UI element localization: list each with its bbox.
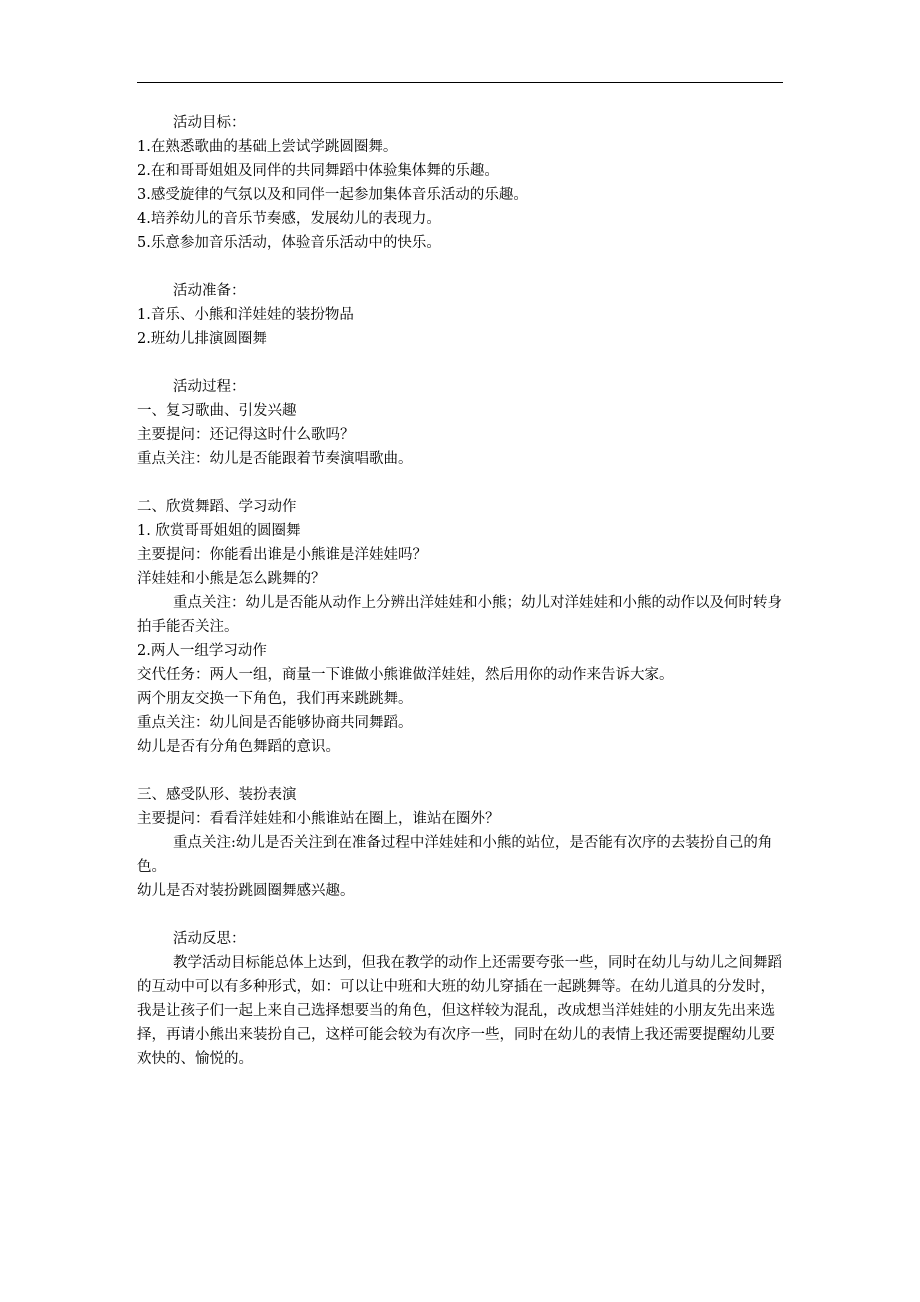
part2-focus-1: 重点关注：幼儿是否能从动作上分辨出洋娃娃和小熊；幼儿对洋娃娃和小熊的动作以及何时转身拍手能否关注。 bbox=[137, 595, 782, 635]
part2-sub1: 1. 欣赏哥哥姐姐的圆圈舞 bbox=[137, 523, 301, 539]
reflection-body: 教学活动目标能总体上达到，但我在教学的动作上还需要夸张一些，同时在幼儿与幼儿之间舞蹈的互动中可以有多种形式，如：可以让中班和大班的幼儿穿插在一起跳舞等。在幼儿道具的分发时，我是让孩子们一起上来自己选择想要当的角色，但这样较为混乱，改成想当洋娃娃的小朋友先出来选择，再请小熊出来装扮自己，这样可能会较为有次序一些，同时在幼儿的表情上我还需要提醒幼儿要欢快的、愉悦的。 bbox=[137, 955, 782, 1067]
goal-item: 3.感受旋律的气氛以及和同伴一起参加集体音乐活动的乐趣。 bbox=[137, 187, 528, 203]
part1-title: 一、复习歌曲、引发兴趣 bbox=[137, 403, 297, 419]
part2-task: 交代任务：两人一组，商量一下谁做小熊谁做洋娃娃，然后用你的动作来告诉大家。 bbox=[137, 667, 674, 683]
prep-item: 2.班幼儿排演圆圈舞 bbox=[137, 331, 267, 347]
goal-item: 2.在和哥哥姐姐及同伴的共同舞蹈中体验集体舞的乐趣。 bbox=[137, 163, 499, 179]
part1-focus: 重点关注：幼儿是否能跟着节奏演唱歌曲。 bbox=[137, 451, 413, 467]
part3-focus-2: 幼儿是否对装扮跳圆圈舞感兴趣。 bbox=[137, 883, 355, 899]
process-heading: 活动过程： bbox=[173, 379, 246, 395]
part2-focus-2: 重点关注：幼儿间是否能够协商共同舞蹈。 bbox=[137, 715, 413, 731]
goal-item: 5.乐意参加音乐活动，体验音乐活动中的快乐。 bbox=[137, 235, 441, 251]
goal-item: 4.培养幼儿的音乐节奏感，发展幼儿的表现力。 bbox=[137, 211, 441, 227]
goal-item: 1.在熟悉歌曲的基础上尝试学跳圆圈舞。 bbox=[137, 139, 398, 155]
part2-question-1: 主要提问：你能看出谁是小熊谁是洋娃娃吗？ bbox=[137, 547, 427, 563]
part2-swap: 两个朋友交换一下角色，我们再来跳跳舞。 bbox=[137, 691, 413, 707]
part2-sub2: 2.两人一组学习动作 bbox=[137, 643, 267, 659]
part3-title: 三、感受队形、装扮表演 bbox=[137, 787, 297, 803]
part1-question: 主要提问：还记得这时什么歌吗？ bbox=[137, 427, 355, 443]
prep-heading: 活动准备： bbox=[173, 283, 246, 299]
part2-title: 二、欣赏舞蹈、学习动作 bbox=[137, 499, 297, 515]
part3-question: 主要提问：看看洋娃娃和小熊谁站在圈上，谁站在圈外？ bbox=[137, 811, 500, 827]
document-body bbox=[137, 111, 783, 1071]
header-rule bbox=[137, 82, 783, 83]
reflection-heading: 活动反思： bbox=[173, 931, 246, 947]
prep-item: 1.音乐、小熊和洋娃娃的装扮物品 bbox=[137, 307, 354, 323]
part2-focus-3: 幼儿是否有分角色舞蹈的意识。 bbox=[137, 739, 340, 755]
part2-question-2: 洋娃娃和小熊是怎么跳舞的？ bbox=[137, 571, 326, 587]
goals-heading: 活动目标： bbox=[173, 115, 246, 131]
part3-focus-1: 重点关注:幼儿是否关注到在准备过程中洋娃娃和小熊的站位，是否能有次序的去装扮自己的角色。 bbox=[137, 835, 773, 875]
